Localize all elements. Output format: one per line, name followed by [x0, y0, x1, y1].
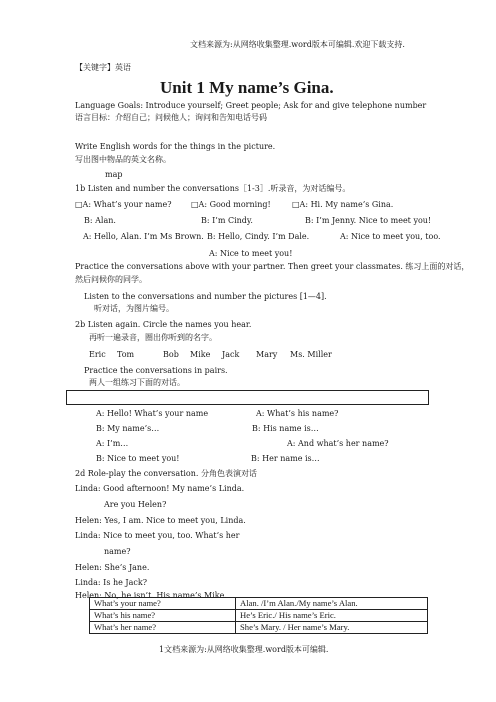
- table-row: [90, 598, 428, 610]
- dialog-line: Are you Helen?: [104, 500, 167, 509]
- write-instruction-en: Write English words for the things in the picture.: [75, 142, 276, 151]
- conversation-reply-1: A: Hello, Alan. I’m Ms Brown.: [83, 232, 204, 241]
- table-cell: She’s Mary. / Her name’s Mary.: [236, 622, 428, 634]
- pair-left-line-2: B: My name’s…: [96, 424, 160, 433]
- conversation-reply-4: A: Nice to meet you!: [209, 249, 293, 258]
- conversation-3-line-a: □A: Hi. My name’s Gina.: [292, 200, 394, 209]
- pair-right-line-4: B: Her name is…: [251, 454, 320, 463]
- pairs-instruction-en: Practice the conversations in pairs.: [84, 366, 228, 375]
- pair-right-line-1: A: What’s his name?: [256, 409, 339, 418]
- pair-left-line-3: A: I’m…: [96, 439, 129, 448]
- conversation-reply-2: B: Hello, Cindy. I’m Dale.: [207, 232, 310, 241]
- table-cell: Alan. /I’m Alan./My name’s Alan.: [236, 598, 428, 610]
- dialog-line: Helen: No, he isn’t. His name’s Mike.: [75, 591, 227, 600]
- dialog-line: Helen: Yes, I am. Nice to meet you, Linda.: [75, 516, 246, 525]
- pairs-instruction-cn: 两人一组练习下面的对话。: [89, 378, 185, 387]
- pair-left-line-4: B: Nice to meet you!: [96, 454, 180, 463]
- conversation-2-line-b: B: I’m Cindy.: [201, 216, 253, 225]
- dialog-line: Helen: She’s Jane.: [75, 563, 150, 572]
- pair-practice-header-box: [66, 390, 429, 405]
- language-goals-en: Language Goals: Introduce yourself; Greet people; Ask for and give telephone number: [75, 101, 427, 110]
- name-option: Mike: [190, 350, 211, 359]
- section-2b-cn: 再听一遍录音，圈出你听到的名字。: [89, 333, 217, 342]
- language-goals-cn: 语言目标：介绍自己；问候他人；询问和告知电话号码: [75, 113, 267, 122]
- answer-table: [89, 597, 428, 634]
- name-option: Jack: [222, 350, 240, 359]
- name-option: Bob: [163, 350, 179, 359]
- conversation-3-line-b: B: I’m Jenny. Nice to meet you!: [305, 216, 432, 225]
- name-option: Tom: [117, 350, 135, 359]
- pair-left-line-1: A: Hello! What’s your name: [96, 409, 209, 418]
- conversation-2-line-a: □A: Good morning!: [191, 200, 271, 209]
- table-cell: What’s his name?: [90, 610, 236, 622]
- page-footer: 1文档来源为:从网络收集整理.word版本可编辑.: [159, 645, 329, 654]
- page-title: Unit 1 My name’s Gina.: [160, 78, 334, 97]
- practice-instruction: Practice the conversations above with your partner. Then greet your classmates. 练习上面的对话，: [75, 262, 470, 271]
- page-header: 文档来源为:从网络收集整理.word版本可编辑.欢迎下载支持.: [190, 40, 405, 49]
- write-instruction-cn: 写出图中物品的英文名称。: [75, 155, 171, 164]
- dialog-line: name?: [104, 547, 131, 556]
- dialog-line: Linda: Good afternoon! My name’s Linda.: [75, 484, 245, 493]
- dialog-line: Linda: Nice to meet you, too. What’s her: [75, 531, 240, 540]
- name-option: Eric: [89, 350, 106, 359]
- keyword-line: 【关键字】英语: [75, 63, 131, 72]
- pair-right-line-2: B: His name is…: [252, 424, 319, 433]
- table-cell: What’s your name?: [90, 598, 236, 610]
- name-option: Ms. Miller: [290, 350, 332, 359]
- listen-instruction-en: Listen to the conversations and number the pictures [1—4].: [84, 292, 327, 301]
- conversation-1-line-a: □A: What’s your name?: [75, 200, 172, 209]
- dialog-line: Linda: Is he Jack?: [75, 578, 147, 587]
- conversation-reply-3: A: Nice to meet you, too.: [340, 232, 441, 241]
- table-row: [90, 622, 428, 634]
- table-cell: He’s Eric./ His name’s Eric.: [236, 610, 428, 622]
- name-option: Mary: [256, 350, 278, 359]
- section-2d-heading: 2d Role-play the conversation. 分角色表演对话: [75, 469, 257, 478]
- map-label: map: [105, 170, 123, 179]
- section-1b-heading: 1b Listen and number the conversations［1-3］.听录音，为对话编号。: [75, 184, 351, 193]
- pair-right-line-3: A: And what’s her name?: [287, 439, 389, 448]
- listen-instruction-cn: 听对话，为图片编号。: [94, 304, 174, 313]
- practice-instruction-cont: 然后问候你的同学。: [75, 275, 147, 284]
- conversation-1-line-b: B: Alan.: [84, 216, 116, 225]
- table-cell: What’s her name?: [90, 622, 236, 634]
- section-2b-heading: 2b Listen again. Circle the names you hear.: [75, 320, 252, 329]
- table-row: [90, 610, 428, 622]
